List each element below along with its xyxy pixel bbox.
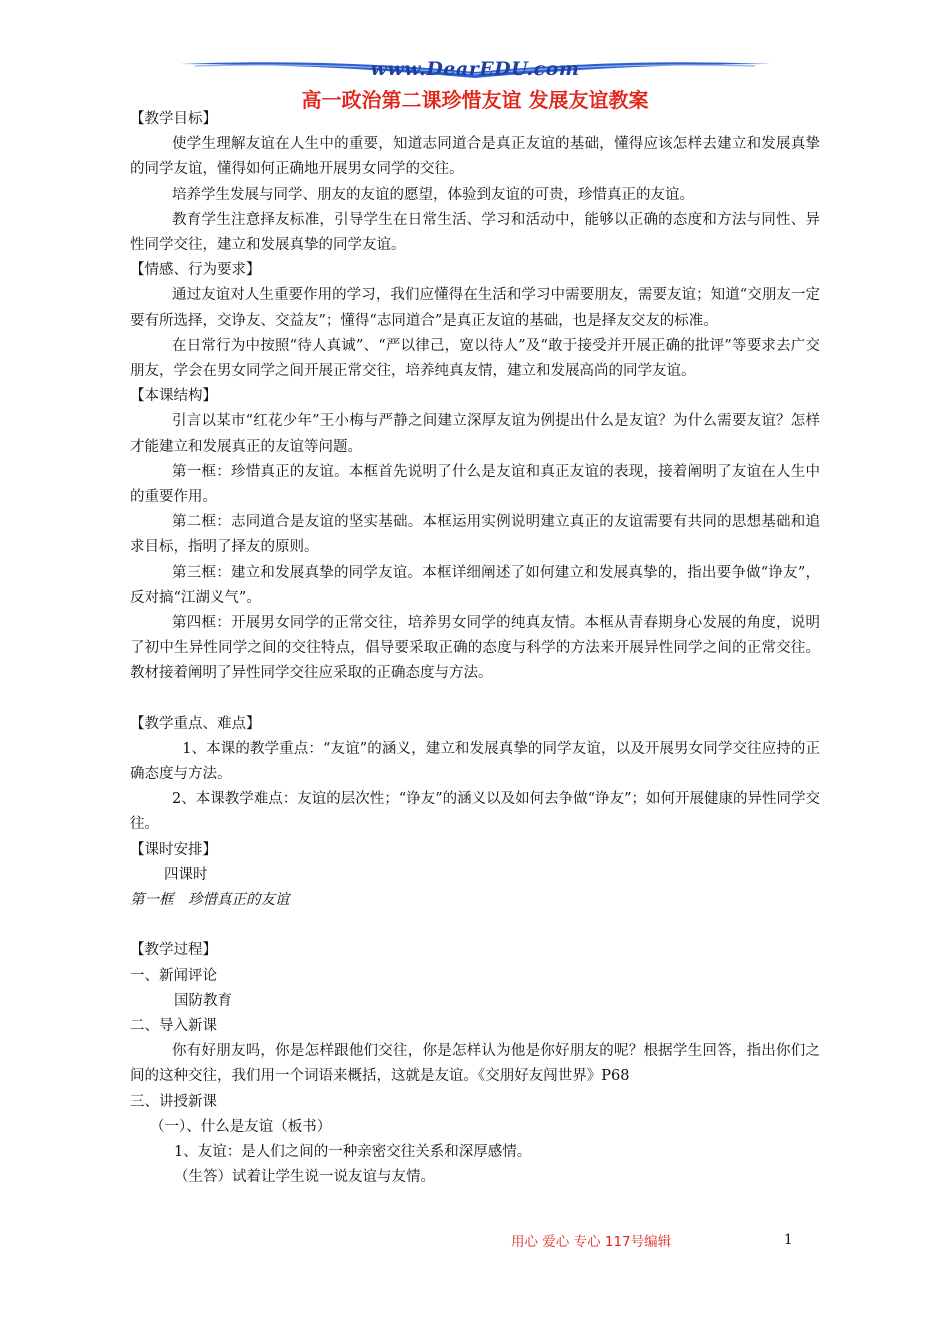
document-body xyxy=(130,107,820,1190)
keypoints-paragraph: 1、本课的教学重点：“友谊”的涵义，建立和发展真挚的同学友谊，以及开展男女同学交往应持的正确态度与方法。 xyxy=(130,740,820,783)
keypoints-heading: 【教学重点、难点】 xyxy=(130,715,261,732)
behavior-paragraph: 通过友谊对人生重要作用的学习，我们应懂得在生活和学习中需要朋友，需要友谊；知道“交朋友一定要有所选择，交诤友、交益友”；懂得“志同道合”是真正友谊的基础，也是择友交友的标准。 xyxy=(130,287,820,329)
process-heading: 【教学过程】 xyxy=(130,942,217,959)
spacer xyxy=(130,687,820,712)
behavior-heading: 【情感、行为要求】 xyxy=(130,262,261,279)
site-url: www.DearEDU.com xyxy=(370,58,580,80)
structure-paragraph: 第四框：开展男女同学的正常交往，培养男女同学的纯真友情。本框从青春期身心发展的角度，说明了初中生异性同学之间的交往特点，倡导要采取正确的态度与科学的方法来开展异性同学之间的正常交往。教材接着阐明了异性同学交往应采取的正确态度与方法。 xyxy=(130,615,820,682)
structure-paragraph: 第一框：珍惜真正的友谊。本框首先说明了什么是友谊和真正友谊的表现，接着阐明了友谊在人生中的重要作用。 xyxy=(130,463,820,506)
process-subitem: （生答）试着让学生说一说友谊与友情。 xyxy=(174,1169,435,1186)
schedule-heading: 【课时安排】 xyxy=(130,841,217,858)
process-paragraph: 你有好朋友吗，你是怎样跟他们交往，你是怎样认为他是你好朋友的呢？根据学生回答，指出你们之间的这种交往，我们用一个词语来概括，这就是友谊。《交朋好友闯世界》P68 xyxy=(130,1043,820,1085)
process-subitem: 国防教育 xyxy=(174,992,232,1009)
process-subitem: 1、友谊：是人们之间的一种亲密交往关系和深厚感情。 xyxy=(174,1143,532,1160)
behavior-paragraph: 在日常行为中按照“待人真诚”、“严以律己，宽以待人”及“敢于接受并开展正确的批评”等要求去广交朋友，学会在男女同学之间开展正常交往，培养纯真友情，建立和发展高尚的同学友谊。 xyxy=(130,337,820,380)
structure-paragraph: 第二框：志同道合是友谊的坚实基础。本框运用实例说明建立真正的友谊需要有共同的思想基础和追求目标，指明了择友的原则。 xyxy=(130,514,820,556)
goals-paragraph: 培养学生发展与同学、朋友的友谊的愿望，体验到友谊的可贵，珍惜真正的友谊。 xyxy=(172,186,695,203)
schedule-text: 四课时 xyxy=(164,866,208,883)
page-number: 1 xyxy=(784,1232,793,1248)
goals-heading: 【教学目标】 xyxy=(130,111,217,127)
keypoints-paragraph: 2、本课教学难点：友谊的层次性；“诤友”的涵义以及如何去争做“诤友”；如何开展健康的异性同学交往。 xyxy=(130,791,820,833)
structure-paragraph: 第三框：建立和发展真挚的同学友谊。本框详细阐述了如何建立和发展真挚的，指出要争做“诤友”，反对搞“江湖义气”。 xyxy=(130,564,820,606)
process-item: 三、讲授新课 xyxy=(130,1093,217,1110)
footer-text: 用心 爱心 专心 117号编辑 xyxy=(511,1234,672,1250)
process-subitem: （一）、什么是友谊（板书） xyxy=(150,1118,332,1135)
site-banner xyxy=(175,54,775,88)
spacer xyxy=(130,913,820,938)
goals-paragraph: 使学生理解友谊在人生中的重要，知道志同道合是真正友谊的基础，懂得应该怎样去建立和发展真挚的同学友谊，懂得如何正确地开展男女同学的交往。 xyxy=(130,136,820,178)
frame-subtitle: 第一框 珍惜真正的友谊 xyxy=(130,892,290,909)
process-item: 二、导入新课 xyxy=(130,1017,217,1034)
page-title: 高一政治第二课珍惜友谊 发展友谊教案 xyxy=(301,88,649,112)
structure-paragraph: 引言以某市“红花少年”王小梅与严静之间建立深厚友谊为例提出什么是友谊？为什么需要友谊？怎样才能建立和发展真正的友谊等问题。 xyxy=(130,413,820,455)
process-item: 一、新闻评论 xyxy=(130,967,217,984)
structure-heading: 【本课结构】 xyxy=(130,388,217,405)
goals-paragraph: 教育学生注意择友标准，引导学生在日常生活、学习和活动中，能够以正确的态度和方法与同性、异性同学交往，建立和发展真挚的同学友谊。 xyxy=(130,211,820,254)
